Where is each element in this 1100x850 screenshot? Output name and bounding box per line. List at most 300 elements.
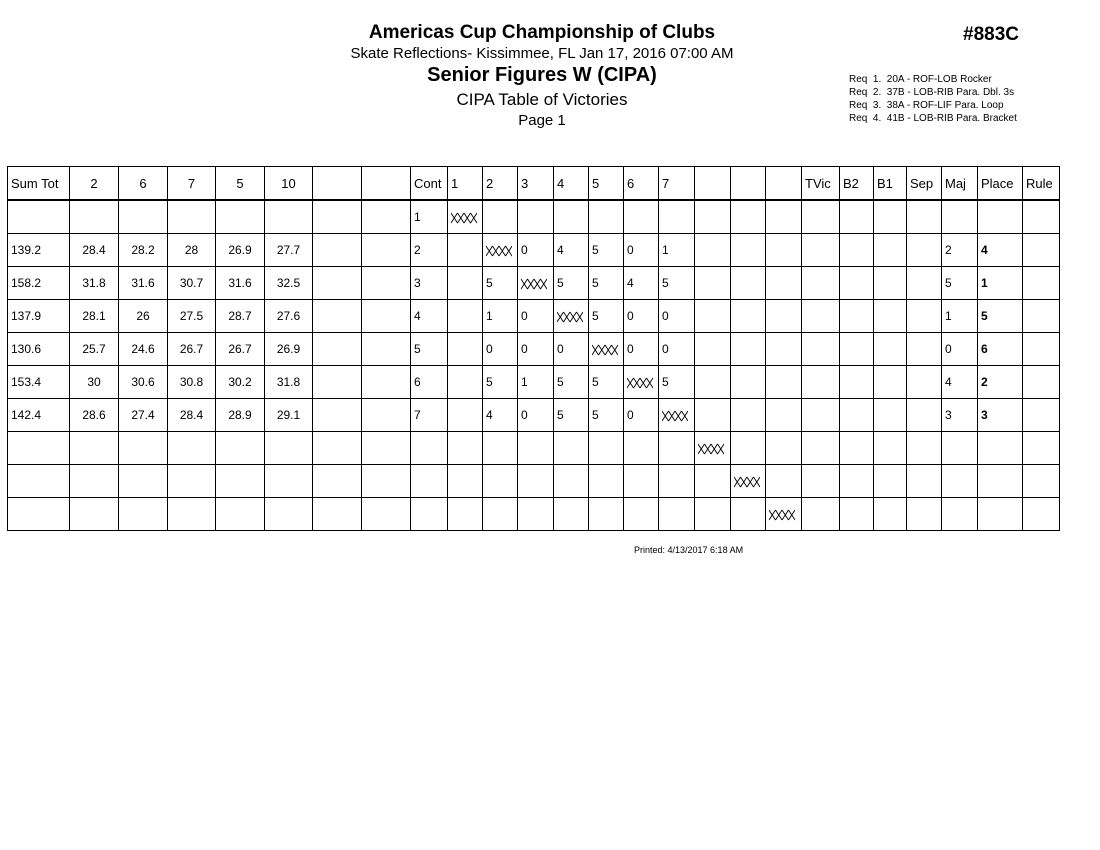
table-cell xyxy=(907,200,942,234)
table-cell: 31.6 xyxy=(216,267,265,300)
table-cell xyxy=(589,498,624,531)
table-cell xyxy=(766,399,802,432)
table-cell: 0 xyxy=(483,333,518,366)
table-cell: 0 xyxy=(518,399,554,432)
table-cell: 0 xyxy=(942,333,978,366)
table-cell: 5 xyxy=(589,366,624,399)
table-cell: 26.7 xyxy=(216,333,265,366)
table-cell xyxy=(448,498,483,531)
table-cell xyxy=(518,498,554,531)
table-row xyxy=(8,234,1060,267)
table-cell xyxy=(766,465,802,498)
table-cell: 26.7 xyxy=(168,333,216,366)
diagonal-cell xyxy=(589,333,624,366)
table-cell xyxy=(907,465,942,498)
table-cell xyxy=(70,432,119,465)
table-cell xyxy=(411,432,448,465)
column-header: 4 xyxy=(554,167,589,201)
table-cell xyxy=(119,465,168,498)
table-cell xyxy=(1023,267,1060,300)
table-cell xyxy=(8,200,70,234)
table-cell: 26.9 xyxy=(265,333,313,366)
table-cell xyxy=(589,200,624,234)
table-cell: 28.9 xyxy=(216,399,265,432)
table-cell xyxy=(265,498,313,531)
table-cell xyxy=(978,498,1023,531)
table-cell: 28.4 xyxy=(70,234,119,267)
table-cell xyxy=(907,432,942,465)
table-cell xyxy=(119,432,168,465)
table-cell xyxy=(168,200,216,234)
table-row xyxy=(8,333,1060,366)
table-cell xyxy=(659,200,695,234)
table-cell: 2 xyxy=(942,234,978,267)
table-cell xyxy=(1023,465,1060,498)
table-cell: 28.2 xyxy=(119,234,168,267)
table-cell xyxy=(802,432,840,465)
table-cell: 4 xyxy=(411,300,448,333)
table-cell xyxy=(874,200,907,234)
column-header: 6 xyxy=(119,167,168,201)
table-cell xyxy=(840,432,874,465)
report-subtitle: CIPA Table of Victories xyxy=(456,90,628,109)
table-cell: 5 xyxy=(589,399,624,432)
requirement-item: Req 2. 37B - LOB-RIB Para. Dbl. 3s xyxy=(849,87,1015,98)
table-cell: 6 xyxy=(978,333,1023,366)
table-cell xyxy=(8,432,70,465)
table-cell xyxy=(766,267,802,300)
table-cell xyxy=(840,366,874,399)
table-cell xyxy=(766,366,802,399)
table-cell: 137.9 xyxy=(8,300,70,333)
table-cell xyxy=(483,200,518,234)
column-header: 10 xyxy=(265,167,313,201)
table-cell xyxy=(766,300,802,333)
column-header: 7 xyxy=(659,167,695,201)
table-cell xyxy=(840,300,874,333)
table-cell xyxy=(907,267,942,300)
table-cell: 4 xyxy=(554,234,589,267)
column-header: 1 xyxy=(448,167,483,201)
column-header xyxy=(362,167,411,201)
table-cell xyxy=(448,399,483,432)
table-cell xyxy=(766,234,802,267)
venue-and-date: Skate Reflections- Kissimmee, FL Jan 17, 2016 07:00 AM xyxy=(350,45,734,62)
table-cell: 5 xyxy=(554,267,589,300)
table-row xyxy=(8,200,1060,234)
table-cell xyxy=(448,300,483,333)
table-cell xyxy=(731,432,766,465)
table-cell xyxy=(942,498,978,531)
table-cell: 28 xyxy=(168,234,216,267)
table-cell xyxy=(978,432,1023,465)
column-header xyxy=(766,167,802,201)
column-header: Sum Tot xyxy=(8,167,70,201)
table-cell xyxy=(1023,200,1060,234)
table-row xyxy=(8,498,1060,531)
table-cell: 30.2 xyxy=(216,366,265,399)
table-cell: 2 xyxy=(411,234,448,267)
diagonal-cell xyxy=(554,300,589,333)
table-row xyxy=(8,300,1060,333)
event-number: #883C xyxy=(963,24,1019,45)
table-cell: 142.4 xyxy=(8,399,70,432)
table-cell: 24.6 xyxy=(119,333,168,366)
table-cell xyxy=(411,465,448,498)
table-cell xyxy=(119,200,168,234)
table-cell: 5 xyxy=(411,333,448,366)
cross-hatch-icon xyxy=(662,410,688,422)
table-cell xyxy=(313,498,362,531)
table-cell xyxy=(695,234,731,267)
table-cell xyxy=(695,333,731,366)
cross-hatch-icon xyxy=(557,311,583,323)
table-cell xyxy=(448,333,483,366)
table-cell xyxy=(978,200,1023,234)
table-cell xyxy=(802,267,840,300)
table-header-row xyxy=(8,167,1060,201)
table-cell: 31.8 xyxy=(70,267,119,300)
table-cell xyxy=(942,465,978,498)
table-cell xyxy=(70,200,119,234)
column-header: B1 xyxy=(874,167,907,201)
table-cell xyxy=(802,234,840,267)
table-cell xyxy=(731,399,766,432)
table-cell xyxy=(168,432,216,465)
table-cell xyxy=(589,432,624,465)
table-cell: 32.5 xyxy=(265,267,313,300)
table-cell: 0 xyxy=(518,234,554,267)
table-cell xyxy=(168,498,216,531)
table-cell xyxy=(802,333,840,366)
table-cell xyxy=(313,333,362,366)
table-cell: 0 xyxy=(518,300,554,333)
table-cell: 5 xyxy=(942,267,978,300)
table-cell xyxy=(362,333,411,366)
table-cell: 30.8 xyxy=(168,366,216,399)
diagonal-cell xyxy=(731,465,766,498)
table-cell xyxy=(695,267,731,300)
table-cell: 1 xyxy=(518,366,554,399)
table-cell: 0 xyxy=(659,300,695,333)
table-cell xyxy=(1023,234,1060,267)
table-cell xyxy=(907,300,942,333)
table-cell xyxy=(313,267,362,300)
table-cell xyxy=(942,200,978,234)
column-header: 7 xyxy=(168,167,216,201)
table-cell: 0 xyxy=(624,399,659,432)
table-cell xyxy=(624,465,659,498)
table-cell xyxy=(448,267,483,300)
table-cell xyxy=(518,200,554,234)
table-cell xyxy=(840,234,874,267)
requirement-item: Req 1. 20A - ROF-LOB Rocker xyxy=(849,74,992,85)
table-cell: 30.7 xyxy=(168,267,216,300)
table-cell: 26 xyxy=(119,300,168,333)
cross-hatch-icon xyxy=(592,344,618,356)
table-cell xyxy=(362,234,411,267)
column-header: Rule xyxy=(1023,167,1060,201)
table-cell: 29.1 xyxy=(265,399,313,432)
diagonal-cell xyxy=(766,498,802,531)
table-cell xyxy=(554,465,589,498)
table-cell xyxy=(695,300,731,333)
table-cell xyxy=(216,432,265,465)
table-cell xyxy=(119,498,168,531)
table-cell: 28.4 xyxy=(168,399,216,432)
cross-hatch-icon xyxy=(698,443,724,455)
table-cell xyxy=(907,234,942,267)
table-cell: 5 xyxy=(589,234,624,267)
table-cell: 28.1 xyxy=(70,300,119,333)
table-cell: 0 xyxy=(659,333,695,366)
table-cell xyxy=(659,465,695,498)
column-header xyxy=(695,167,731,201)
cross-hatch-icon xyxy=(734,476,760,488)
table-cell xyxy=(978,465,1023,498)
table-cell xyxy=(362,399,411,432)
table-cell xyxy=(840,399,874,432)
table-cell xyxy=(942,432,978,465)
table-cell: 3 xyxy=(978,399,1023,432)
table-cell xyxy=(554,200,589,234)
column-header: 2 xyxy=(70,167,119,201)
table-cell: 2 xyxy=(978,366,1023,399)
table-cell: 153.4 xyxy=(8,366,70,399)
table-cell xyxy=(802,366,840,399)
table-cell xyxy=(216,200,265,234)
requirements-list xyxy=(849,73,1017,125)
table-cell xyxy=(802,300,840,333)
table-cell: 30 xyxy=(70,366,119,399)
table-cell xyxy=(802,200,840,234)
cross-hatch-icon xyxy=(521,278,547,290)
page-number: Page 1 xyxy=(518,112,566,129)
table-row xyxy=(8,432,1060,465)
table-cell xyxy=(362,498,411,531)
table-cell: 0 xyxy=(554,333,589,366)
table-cell xyxy=(1023,399,1060,432)
table-cell xyxy=(874,498,907,531)
column-header: 5 xyxy=(216,167,265,201)
table-cell xyxy=(448,465,483,498)
table-cell xyxy=(840,498,874,531)
table-cell: 27.7 xyxy=(265,234,313,267)
cross-hatch-icon xyxy=(486,245,512,257)
table-cell: 158.2 xyxy=(8,267,70,300)
table-cell xyxy=(874,432,907,465)
table-cell xyxy=(70,465,119,498)
table-cell: 130.6 xyxy=(8,333,70,366)
table-cell xyxy=(265,200,313,234)
diagonal-cell xyxy=(483,234,518,267)
table-cell xyxy=(448,366,483,399)
table-cell xyxy=(313,234,362,267)
table-cell: 0 xyxy=(624,300,659,333)
table-cell: 1 xyxy=(483,300,518,333)
report-title: Americas Cup Championship of Clubs xyxy=(368,22,716,43)
table-cell: 27.4 xyxy=(119,399,168,432)
table-cell xyxy=(313,399,362,432)
table-cell: 1 xyxy=(978,267,1023,300)
table-cell: 5 xyxy=(978,300,1023,333)
column-header: 3 xyxy=(518,167,554,201)
table-row xyxy=(8,399,1060,432)
table-cell xyxy=(624,432,659,465)
table-cell xyxy=(802,498,840,531)
table-cell xyxy=(70,498,119,531)
table-cell: 7 xyxy=(411,399,448,432)
table-cell xyxy=(695,399,731,432)
table-cell: 5 xyxy=(483,366,518,399)
table-cell xyxy=(874,465,907,498)
cross-hatch-icon xyxy=(451,212,477,224)
table-cell xyxy=(731,366,766,399)
table-cell: 5 xyxy=(659,267,695,300)
table-cell xyxy=(518,465,554,498)
table-cell xyxy=(874,300,907,333)
table-cell xyxy=(483,465,518,498)
table-cell: 27.6 xyxy=(265,300,313,333)
table-cell xyxy=(313,432,362,465)
table-cell: 3 xyxy=(942,399,978,432)
table-cell xyxy=(731,333,766,366)
table-cell xyxy=(907,366,942,399)
table-cell xyxy=(695,366,731,399)
table-cell: 6 xyxy=(411,366,448,399)
table-cell xyxy=(589,465,624,498)
table-cell xyxy=(1023,498,1060,531)
diagonal-cell xyxy=(659,399,695,432)
table-cell xyxy=(1023,366,1060,399)
table-cell: 28.6 xyxy=(70,399,119,432)
cross-hatch-icon xyxy=(769,509,795,521)
diagonal-cell xyxy=(518,267,554,300)
diagonal-cell xyxy=(624,366,659,399)
column-header: Place xyxy=(978,167,1023,201)
table-row xyxy=(8,465,1060,498)
column-header: Maj xyxy=(942,167,978,201)
table-cell: 1 xyxy=(942,300,978,333)
table-cell xyxy=(731,234,766,267)
requirement-item: Req 4. 41B - LOB-RIB Para. Bracket xyxy=(849,113,1017,124)
table-cell: 139.2 xyxy=(8,234,70,267)
table-cell: 4 xyxy=(942,366,978,399)
table-cell xyxy=(313,200,362,234)
table-cell xyxy=(695,498,731,531)
table-cell: 25.7 xyxy=(70,333,119,366)
table-cell xyxy=(659,498,695,531)
table-cell xyxy=(695,200,731,234)
column-header: 6 xyxy=(624,167,659,201)
table-cell xyxy=(802,465,840,498)
cross-hatch-icon xyxy=(627,377,653,389)
table-cell xyxy=(659,432,695,465)
table-cell: 4 xyxy=(978,234,1023,267)
table-cell xyxy=(874,333,907,366)
table-cell xyxy=(624,200,659,234)
table-cell xyxy=(907,399,942,432)
table-cell: 5 xyxy=(554,399,589,432)
table-cell xyxy=(168,465,216,498)
table-cell xyxy=(624,498,659,531)
table-cell xyxy=(554,498,589,531)
table-cell: 4 xyxy=(483,399,518,432)
victories-table xyxy=(7,166,1060,531)
table-cell xyxy=(731,498,766,531)
column-header: 2 xyxy=(483,167,518,201)
table-cell: 1 xyxy=(411,200,448,234)
table-cell xyxy=(313,366,362,399)
table-cell: 31.8 xyxy=(265,366,313,399)
table-cell: 26.9 xyxy=(216,234,265,267)
table-cell xyxy=(8,465,70,498)
table-cell xyxy=(216,498,265,531)
column-header xyxy=(313,167,362,201)
printed-timestamp: Printed: 4/13/2017 6:18 AM xyxy=(634,545,744,555)
table-cell: 5 xyxy=(483,267,518,300)
table-cell xyxy=(731,267,766,300)
table-cell xyxy=(766,432,802,465)
table-cell xyxy=(1023,300,1060,333)
table-cell xyxy=(907,333,942,366)
table-cell: 5 xyxy=(589,300,624,333)
table-cell: 5 xyxy=(554,366,589,399)
table-cell: 0 xyxy=(624,234,659,267)
table-cell xyxy=(874,366,907,399)
table-cell xyxy=(362,432,411,465)
table-cell xyxy=(1023,333,1060,366)
table-cell xyxy=(874,399,907,432)
diagonal-cell xyxy=(695,432,731,465)
table-cell xyxy=(448,234,483,267)
table-cell xyxy=(554,432,589,465)
table-cell xyxy=(483,432,518,465)
table-cell: 30.6 xyxy=(119,366,168,399)
table-cell xyxy=(766,333,802,366)
table-cell xyxy=(265,432,313,465)
table-cell xyxy=(362,200,411,234)
table-cell xyxy=(362,465,411,498)
table-cell xyxy=(483,498,518,531)
table-cell: 0 xyxy=(624,333,659,366)
column-header: TVic xyxy=(802,167,840,201)
table-cell xyxy=(840,465,874,498)
table-cell: 3 xyxy=(411,267,448,300)
table-cell xyxy=(411,498,448,531)
table-cell xyxy=(840,333,874,366)
requirement-item: Req 3. 38A - ROF-LIF Para. Loop xyxy=(849,100,1004,111)
table-cell: 5 xyxy=(589,267,624,300)
event-name: Senior Figures W (CIPA) xyxy=(427,64,657,86)
table-cell: 5 xyxy=(659,366,695,399)
table-cell xyxy=(313,300,362,333)
column-header: Sep xyxy=(907,167,942,201)
table-cell xyxy=(8,498,70,531)
table-cell xyxy=(216,465,265,498)
table-cell: 31.6 xyxy=(119,267,168,300)
column-header xyxy=(731,167,766,201)
table-cell xyxy=(766,200,802,234)
table-cell xyxy=(448,432,483,465)
table-cell xyxy=(313,465,362,498)
table-cell xyxy=(362,300,411,333)
table-cell: 1 xyxy=(659,234,695,267)
table-cell xyxy=(874,267,907,300)
table-cell xyxy=(518,432,554,465)
column-header: 5 xyxy=(589,167,624,201)
table-row xyxy=(8,366,1060,399)
